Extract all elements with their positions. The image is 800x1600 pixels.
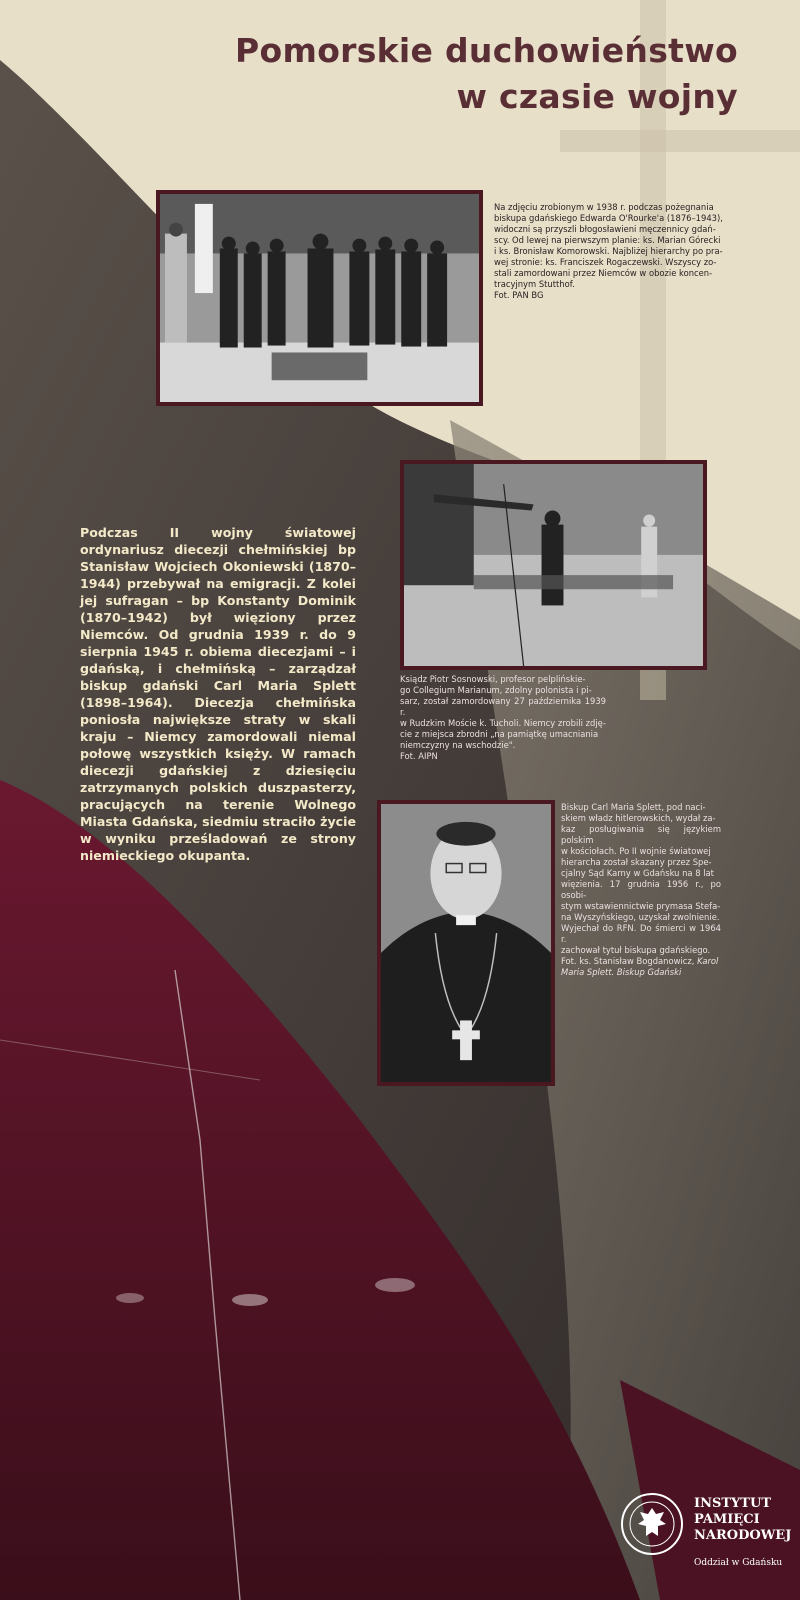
logo-line: PAMIĘCI — [694, 1512, 760, 1527]
caption-credit: Fot. PAN BG — [494, 290, 544, 300]
caption-line: Ksiądz Piotr Sosnowski, profesor pelplińskie- — [400, 674, 586, 684]
caption-line: go Collegium Marianum, zdolny polonista i pi- — [400, 685, 592, 695]
caption-photo-crime-scene — [400, 674, 606, 762]
caption-line: Na zdjęciu zrobionym w 1938 r. podczas pożegnania — [494, 202, 714, 212]
caption-credit-prefix: Fot. ks. Stanisław Bogdanowicz, — [561, 956, 698, 966]
caption-line: skiem władz hitlerowskich, wydał za- — [561, 813, 716, 823]
caption-line: Wyjechał do RFN. Do śmierci w 1964 r. — [561, 923, 721, 944]
caption-line: więzienia. 17 grudnia 1956 r., po osobi- — [561, 879, 721, 900]
photo-crime-scene — [400, 460, 707, 670]
caption-credit: Fot. AIPN — [400, 751, 438, 761]
caption-line: cjalny Sąd Karny w Gdańsku na 8 lat — [561, 868, 714, 878]
caption-line: biskupa gdańskiego Edwarda O'Rourke'a (1876–1943), — [494, 213, 723, 223]
caption-line: wej stronie: ks. Franciszek Rogaczewski. Wszyscy zo- — [494, 257, 717, 267]
caption-line: niemczyzny na wschodzie". — [400, 740, 516, 750]
caption-line: sarz, został zamordowany 27 października 1939 r. — [400, 696, 606, 717]
caption-line: i ks. Bronisław Komorowski. Najbliżej hierarchy po pra- — [494, 246, 723, 256]
caption-line: na Wyszyńskiego, uzyskał zwolnienie. — [561, 912, 720, 922]
caption-line: kaz posługiwania się językiem polskim — [561, 824, 721, 845]
logo-line: INSTYTUT — [694, 1496, 771, 1511]
caption-line: stali zamordowani przez Niemców w obozie koncen- — [494, 268, 713, 278]
caption-credit-title: Karol — [697, 956, 719, 966]
caption-credit-title-cont: Maria Splett. Biskup Gdański — [561, 967, 682, 977]
caption-photo-farewell — [494, 202, 724, 301]
caption-line: zachował tytuł biskupa gdańskiego. — [561, 945, 711, 955]
logo-line: NARODOWEJ — [694, 1528, 792, 1543]
caption-line: w Rudzkim Moście k. Tucholi. Niemcy zrobili zdję- — [400, 718, 606, 728]
ipn-branch: Oddział w Gdańsku — [694, 1558, 783, 1568]
photo-farewell-ceremony — [156, 190, 483, 406]
caption-credit — [561, 956, 721, 967]
caption-photo-bishop — [561, 802, 721, 978]
ipn-logo — [620, 1488, 790, 1588]
caption-line: stym wstawiennictwie prymasa Stefa- — [561, 901, 721, 911]
body-text: Podczas II wojny światowej ordynariusz diecezji chełmińskiej bp Stanisław Wojciech Okoniewski (1870–1944) przebywał na emigracji. Z kolei jej sufragan – bp Konstanty Dominik (1870–1942) był więziony przez Niemców. Od grudnia 1939 r. do 9 sierpnia 1945 r. obiema diecezjami – i gdańską, i chełmińską – zarządzał biskup gdański Carl Maria Splett (1898–1964). Diecezja chełmińska poniosła największe straty w skali kraju – Niemcy zamordowali niemal połowę wszystkich księży. W ramach diecezji gdańskiej z dziesięciu zatrzymanych polskich duszpasterzy, pracujących na terenie Wolnego Miasta Gdańska, siedmiu straciło życie w wyniku prześladowań ze strony niemieckiego okupanta. — [80, 525, 356, 863]
photo-bishop-portrait — [377, 800, 555, 1086]
caption-line: tracyjnym Stutthof. — [494, 279, 575, 289]
poster-title-line2: w czasie wojny — [456, 77, 738, 116]
caption-line: scy. Od lewej na pierwszym planie: ks. Marian Górecki — [494, 235, 721, 245]
caption-line: hierarcha został skazany przez Spe- — [561, 857, 712, 867]
caption-line: cie z miejsca zbrodni „na pamiątkę umacniania — [400, 729, 599, 739]
caption-credit-line2 — [561, 967, 721, 978]
caption-line: Biskup Carl Maria Splett, pod naci- — [561, 802, 706, 812]
ipn-logo-text — [694, 1496, 791, 1544]
caption-line: widoczni są przyszli błogosławieni męczennicy gdań- — [494, 224, 716, 234]
eagle-seal-icon — [620, 1492, 684, 1556]
caption-line: w kościołach. Po II wojnie światowej — [561, 846, 711, 856]
poster-title — [235, 28, 738, 120]
poster-title-line1: Pomorskie duchowieństwo — [235, 31, 738, 70]
